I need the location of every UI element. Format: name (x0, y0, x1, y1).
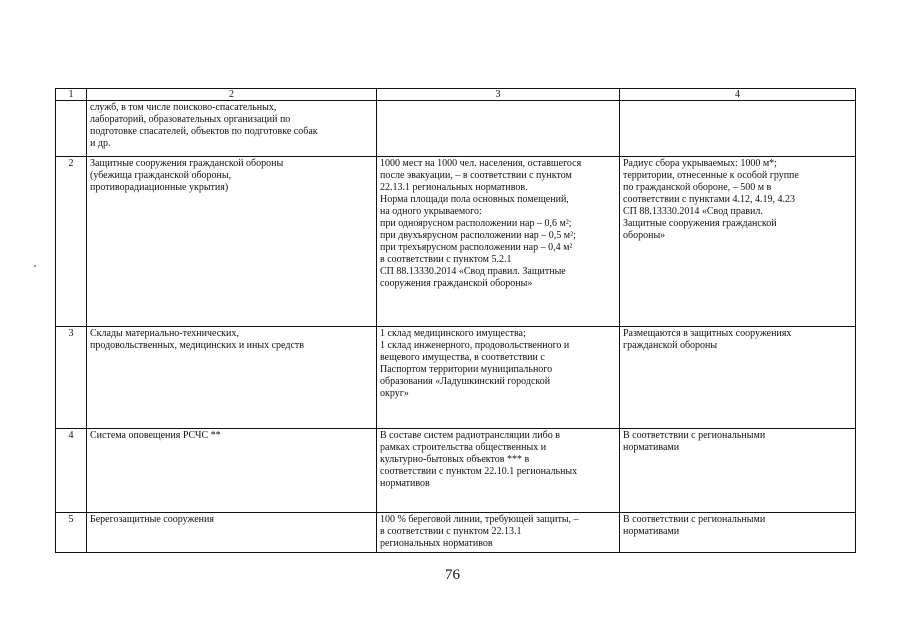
row-number: 5 (56, 513, 87, 553)
norms-table (55, 88, 856, 553)
header-cell-4: 4 (620, 89, 856, 101)
scan-speck (34, 265, 36, 267)
facility-cell: Берегозащитные сооружения (87, 513, 377, 553)
norm-cell: 1 склад медицинского имущества; 1 склад инженерного, продовольственного и вещевого имущества, в соответствии с Паспортом территории муниципального образования «Ладушкинский городской округ» (377, 327, 620, 429)
norm-cell (377, 101, 620, 157)
placement-cell: Размещаются в защитных сооружениях гражданской обороны (620, 327, 856, 429)
table-row (56, 513, 856, 553)
norm-cell: 1000 мест на 1000 чел. населения, оставшегося после эвакуации, – в соответствии с пунктом 22.13.1 региональных нормативов. Норма площади пола основных помещений, на одного укрываемого: при одноярусном расположении нар – 0,6 м²; при двухъярусном расположении нар – 0,5 м²; при трехъярусном расположении нар – 0,4 м² в соответствии с пунктом 5.2.1 СП 88.13330.2014 «Свод правил. Защитные сооружения гражданской обороны» (377, 157, 620, 327)
row-number: 3 (56, 327, 87, 429)
facility-cell: Система оповещения РСЧС ** (87, 429, 377, 513)
row-number (56, 101, 87, 157)
header-cell-3: 3 (377, 89, 620, 101)
table-row (56, 429, 856, 513)
row-number: 2 (56, 157, 87, 327)
page-number: 76 (445, 567, 460, 583)
facility-cell: служб, в том числе поисково-спасательных, лабораторий, образовательных организаций по подготовке спасателей, объектов по подготовке собак и др. (87, 101, 377, 157)
placement-cell: В соответствии с региональными нормативами (620, 429, 856, 513)
facility-cell: Склады материально-технических, продовольственных, медицинских и иных средств (87, 327, 377, 429)
header-cell-1: 1 (56, 89, 87, 101)
norm-cell: В составе систем радиотрансляции либо в рамках строительства общественных и культурно-бытовых объектов *** в соответствии с пунктом 22.10.1 региональных нормативов (377, 429, 620, 513)
placement-cell (620, 101, 856, 157)
table-row (56, 101, 856, 157)
table-header-row (56, 89, 856, 101)
facility-cell: Защитные сооружения гражданской обороны (убежища гражданской обороны, противорадиационные укрытия) (87, 157, 377, 327)
placement-cell: Радиус сбора укрываемых: 1000 м*; территории, отнесенные к особой группе по гражданской обороне, – 500 м в соответствии с пунктами 4.12, 4.19, 4.23 СП 88.13330.2014 «Свод правил. Защитные сооружения гражданской обороны» (620, 157, 856, 327)
placement-cell: В соответствии с региональными нормативами (620, 513, 856, 553)
norm-cell: 100 % береговой линии, требующей защиты, – в соответствии с пунктом 22.13.1 региональных нормативов (377, 513, 620, 553)
header-cell-2: 2 (87, 89, 377, 101)
table-row (56, 327, 856, 429)
row-number: 4 (56, 429, 87, 513)
table-row (56, 157, 856, 327)
